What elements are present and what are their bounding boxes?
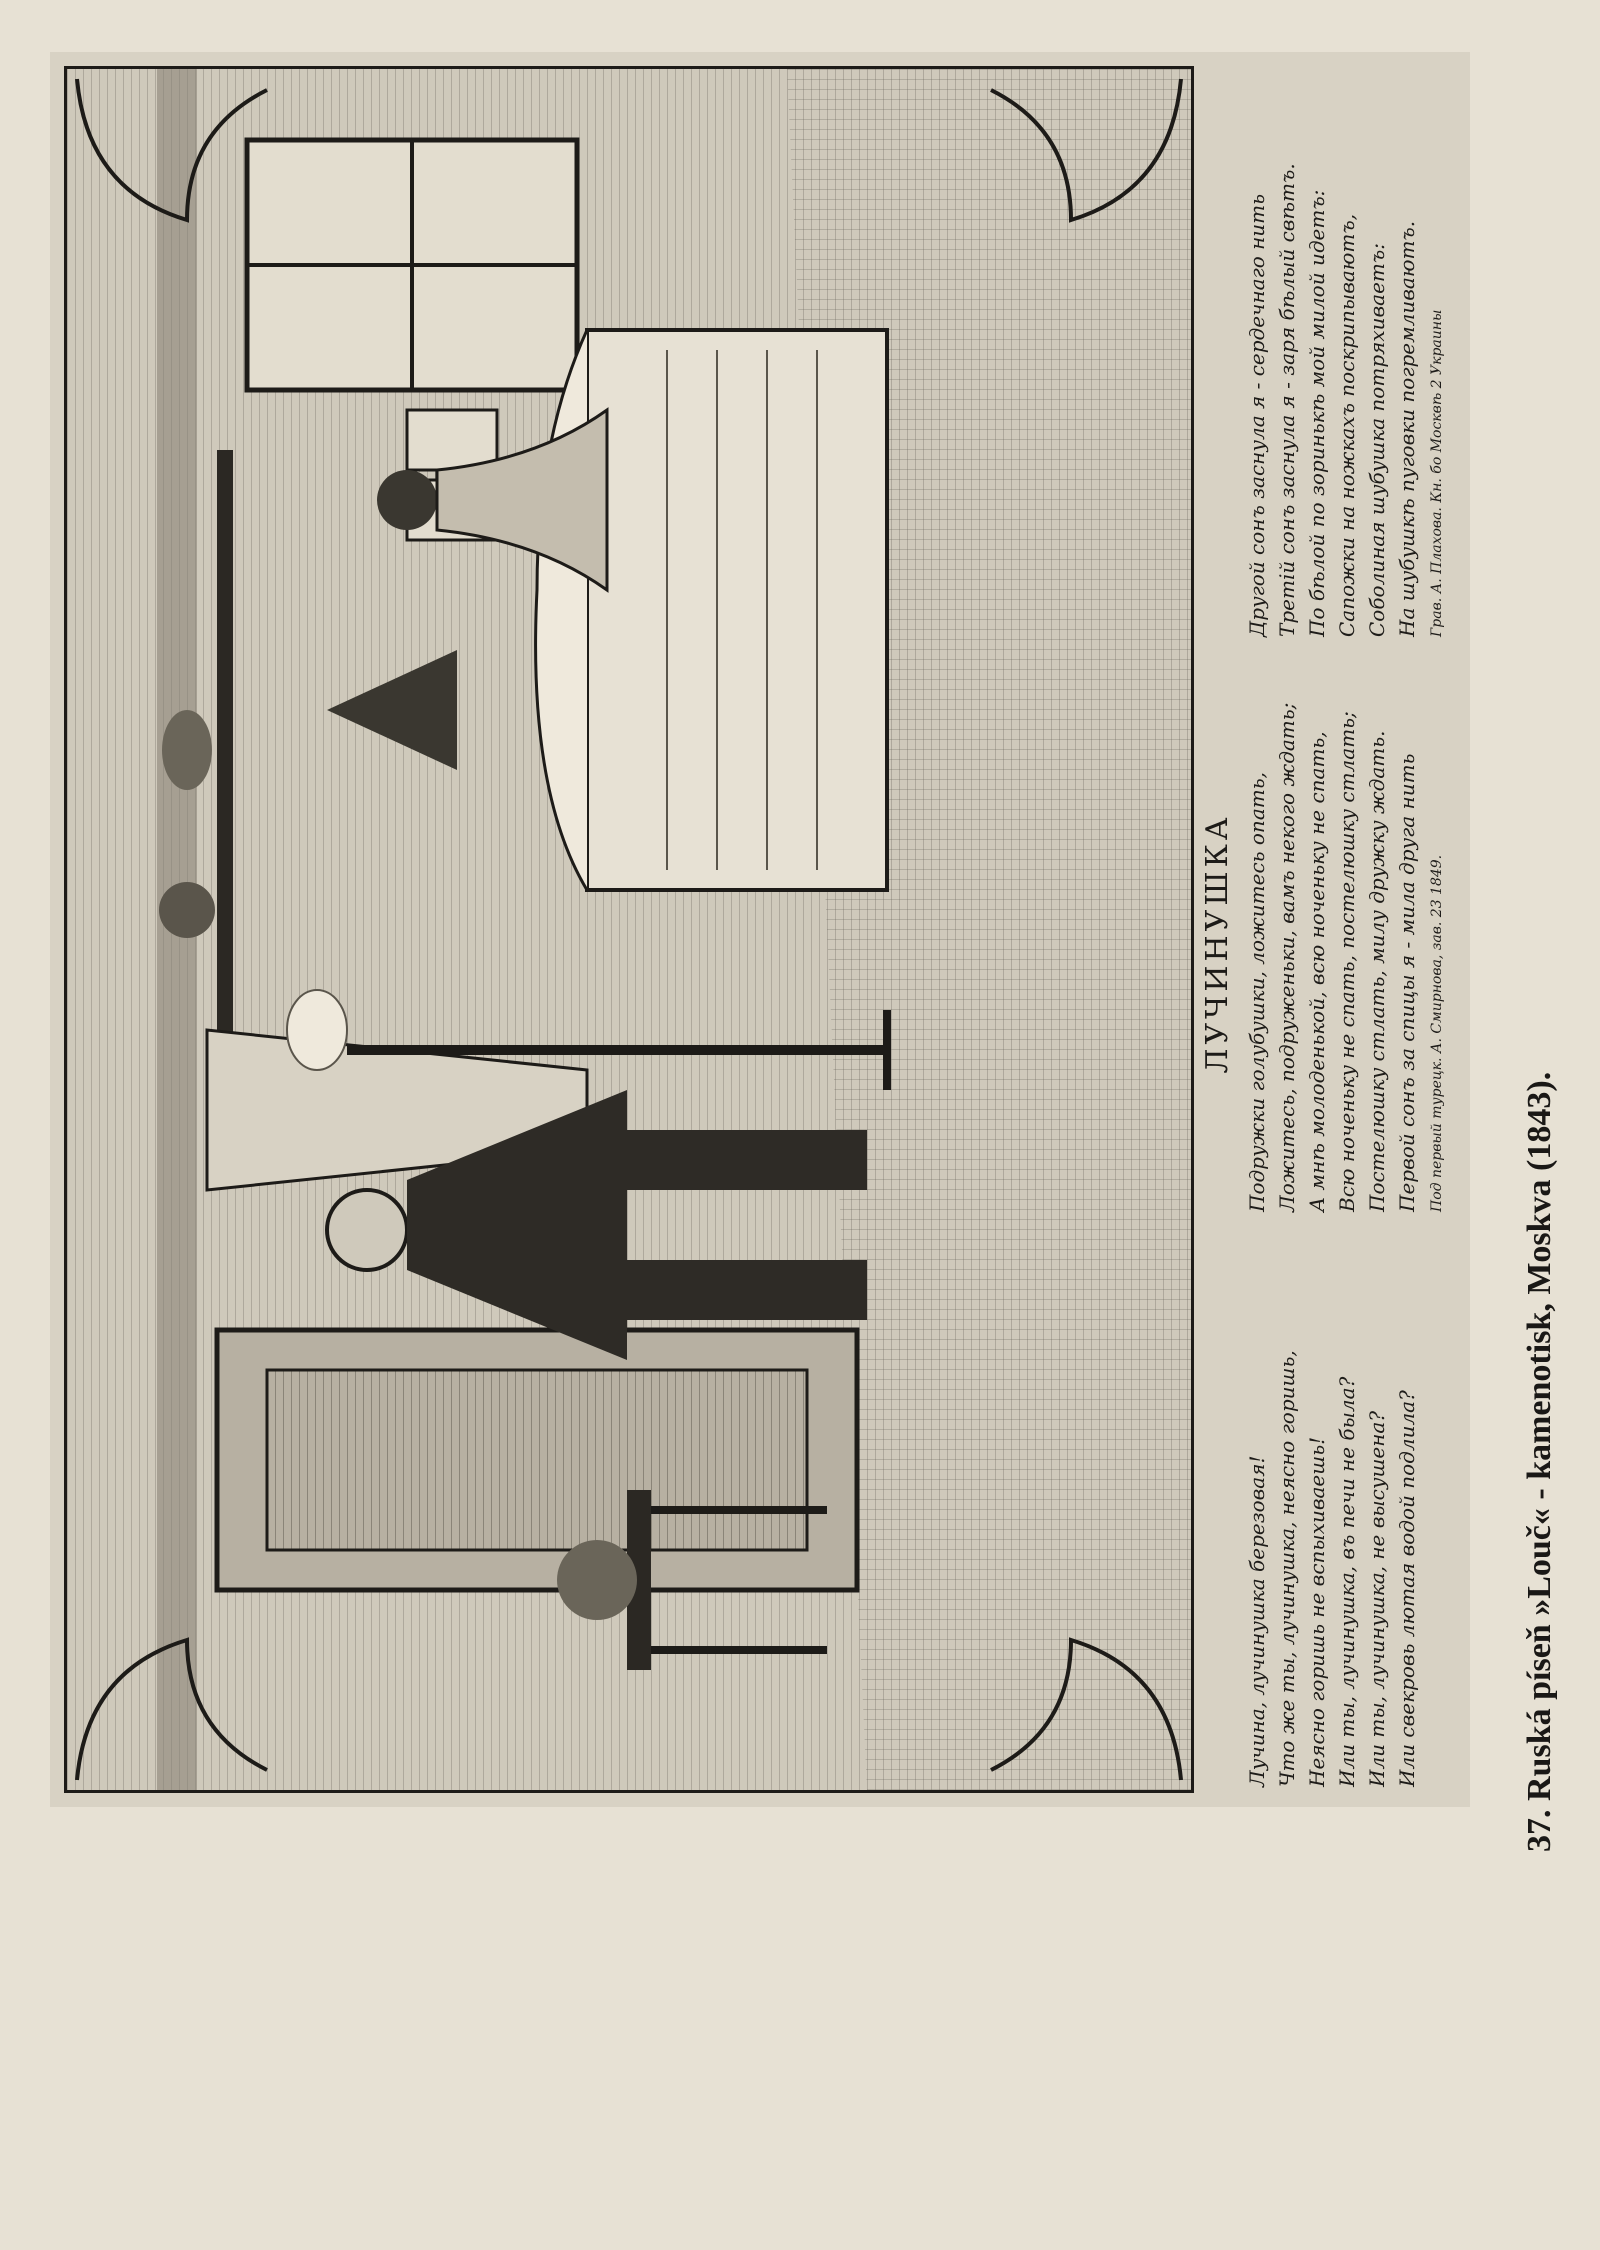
verse-line: Или ты, лучинушка, въ печи не была? [1335,1376,1359,1787]
verse-line: А мнѣ молоденькой, всю ноченьку не спать, [1305,731,1329,1212]
lithograph-plate [50,52,1470,1807]
verse-line: Ложитесь, подруженьки, вамъ некого ждать; [1275,702,1299,1212]
imprint-line: Под первый турецк. А. Смирнова, зав. 23 1849. [1429,854,1445,1212]
verse-column-2 [1242,652,1452,1212]
verse-column-3 [1242,77,1452,637]
imprint-line: Грав. А. Плахова. Кн. бо Москвѣ 2 Украины [1429,309,1445,637]
verse-line: Подружки голубушки, ложитесь опать, [1245,772,1269,1212]
verse-line: Первой сонъ за спицы я - мила друга нить [1395,753,1419,1212]
figure-caption [1500,52,1580,1852]
verse-line: По бѣлой по зоринькѣ мой милой идетъ: [1305,189,1329,637]
verse-line: Что же ты, лучинушка, неясно горишь, [1275,1350,1299,1787]
verse-line: Сапожки на ножкахъ поскрипываютъ, [1335,213,1359,637]
song-verses [1242,67,1462,1787]
verse-column-1 [1242,1227,1422,1787]
verse-line: Другой сонъ заснула я - сердечнаго нить [1245,194,1269,637]
caption-text: 37. Ruská píseň »Louč« - kamenotisk, Moskva (1843). [1521,1071,1558,1852]
verse-line: Соболиная шубушка потряхиваетъ: [1365,243,1389,637]
verse-line: Лучина, лучинушка березовая! [1245,1455,1269,1787]
engraving-illustration [64,66,1194,1793]
verse-line: Или ты, лучинушка, не высушена? [1365,1410,1389,1787]
verse-line: Третій сонъ заснула я - заря бѣлый свѣтъ. [1275,163,1299,637]
song-title: ЛУЧИНУШКА [1200,813,1235,1074]
verse-line: Постелюшку стлать, милу дружку ждать. [1365,730,1389,1212]
verse-line: Всю ноченьку не спать, постелюшку стлать; [1335,711,1359,1212]
verse-line: Или свекровь лютая водой подлила? [1395,1390,1419,1787]
verse-line: На шубушкѣ пуговки погремливаютъ. [1395,220,1419,637]
verse-line: Неясно горишь не вспыхиваешь! [1305,1436,1329,1787]
